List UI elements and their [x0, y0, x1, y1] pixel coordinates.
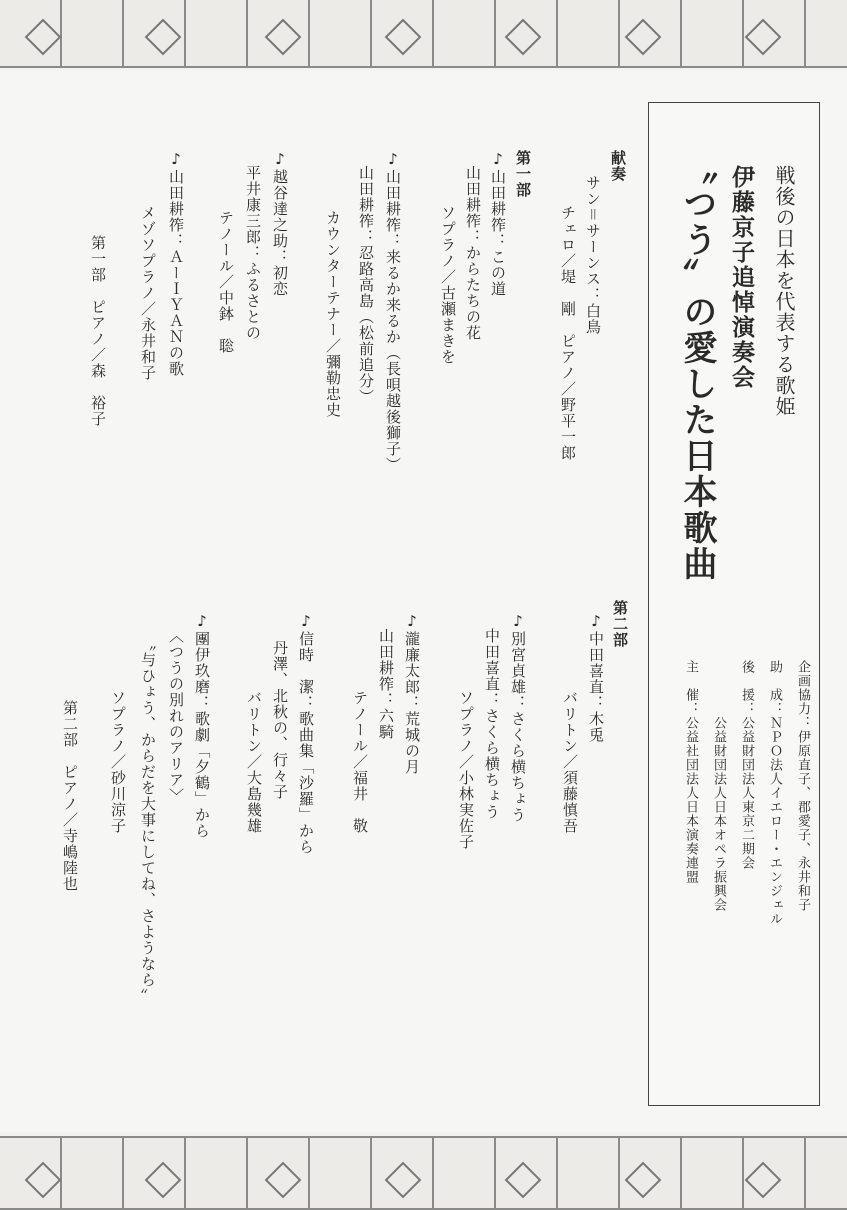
decorative-border-bottom [0, 1136, 847, 1210]
piece-yuzuru-quote: 〝与ひょう、からだを大事にしてね、さようなら〟 [139, 636, 157, 1004]
performer-tenor-1: テノール／中鉢 聡 [217, 210, 235, 354]
performer-soprano-1: ソプラノ／古瀬まきを [439, 205, 457, 365]
piece-sakura-1: ♪別宮貞雄：さくら横ちょう [509, 612, 527, 823]
title-line-3: 〝つう〟の愛した日本歌曲 [677, 150, 717, 582]
performer-soprano-3: ソプラノ／砂川涼子 [109, 690, 127, 834]
piece-sara: ♪信時 潔：歌曲集「沙羅」から [297, 612, 315, 855]
credit-planning: 企画協力：伊原直子、郡愛子、永井和子 [795, 660, 810, 912]
piece-mizuku: ♪中田喜直：木兎 [587, 612, 605, 743]
piece-sakura-2: 中田喜直：さくら横ちょう [483, 628, 501, 820]
piece-hatsukoi: ♪越谷達之助：初恋 [271, 150, 289, 297]
piece-kojo: ♪瀧廉太郎：荒城の月 [403, 612, 421, 775]
performer-mezzo: メゾソプラノ／永井和子 [139, 205, 157, 381]
piece-furusato: 平井康三郎：ふるさとの [244, 165, 262, 341]
credit-support-2: 公益財団法人日本オペラ振興会 [711, 660, 726, 912]
piece-kono-michi: ♪山田耕筰：この道 [489, 150, 507, 297]
credit-grant: 助 成：ＮＰＯ法人イエロー・エンジェル [767, 660, 782, 926]
piece-yuzuru: ♪團伊玖磨：歌劇「夕鶴」から [193, 612, 211, 839]
performers-offering: チェロ／堤 剛 ピアノ／野平一郎 [559, 205, 577, 461]
section-part-1: 第一部 [514, 150, 532, 198]
performer-soprano-2: ソプラノ／小林実佐子 [457, 690, 475, 850]
piece-karatachi: 山田耕筰：からたちの花 [464, 165, 482, 341]
piece-sara-songs: 丹澤、北秋の、行々子 [271, 640, 289, 800]
section-offering: 献奏 [609, 150, 627, 182]
piece-rokki: 山田耕筰：六騎 [377, 628, 395, 740]
piece-oshoro: 山田耕筰：忍路高島（松前追分） [357, 165, 375, 405]
pianist-part-2: 第二部 ピアノ／寺嶋陸也 [61, 700, 79, 892]
performer-tenor-2: テノール／福井 敬 [351, 690, 369, 834]
decorative-border-top [0, 0, 847, 68]
performer-baritone-2: バリトン／大島幾雄 [245, 690, 263, 834]
piece-offering: サン＝サーンス：白鳥 [584, 175, 602, 335]
credit-organizer: 主 催：公益社団法人日本演奏連盟 [683, 660, 698, 884]
pianist-part-1: 第一部 ピアノ／森 裕子 [89, 235, 107, 427]
piece-aiyan: ♪山田耕筰：ＡーＩＹＡＮの歌 [167, 150, 185, 377]
credit-support-1: 後 援：公益財団法人東京二期会 [739, 660, 754, 870]
piece-kuruka: ♪山田耕筰：来るか来るか（長唄越後獅子） [384, 150, 402, 473]
title-subtitle: 戦後の日本を代表する歌姫 [772, 165, 796, 417]
section-part-2: 第二部 [611, 600, 629, 648]
piece-yuzuru-aria: 〈つうの別れのアリア〉 [167, 628, 185, 804]
title-line-2: 伊藤京子追悼演奏会 [728, 165, 755, 390]
performer-baritone-1: バリトン／須藤慎吾 [561, 690, 579, 834]
performer-countertenor: カウンターテナー／彌勒忠史 [324, 210, 342, 418]
